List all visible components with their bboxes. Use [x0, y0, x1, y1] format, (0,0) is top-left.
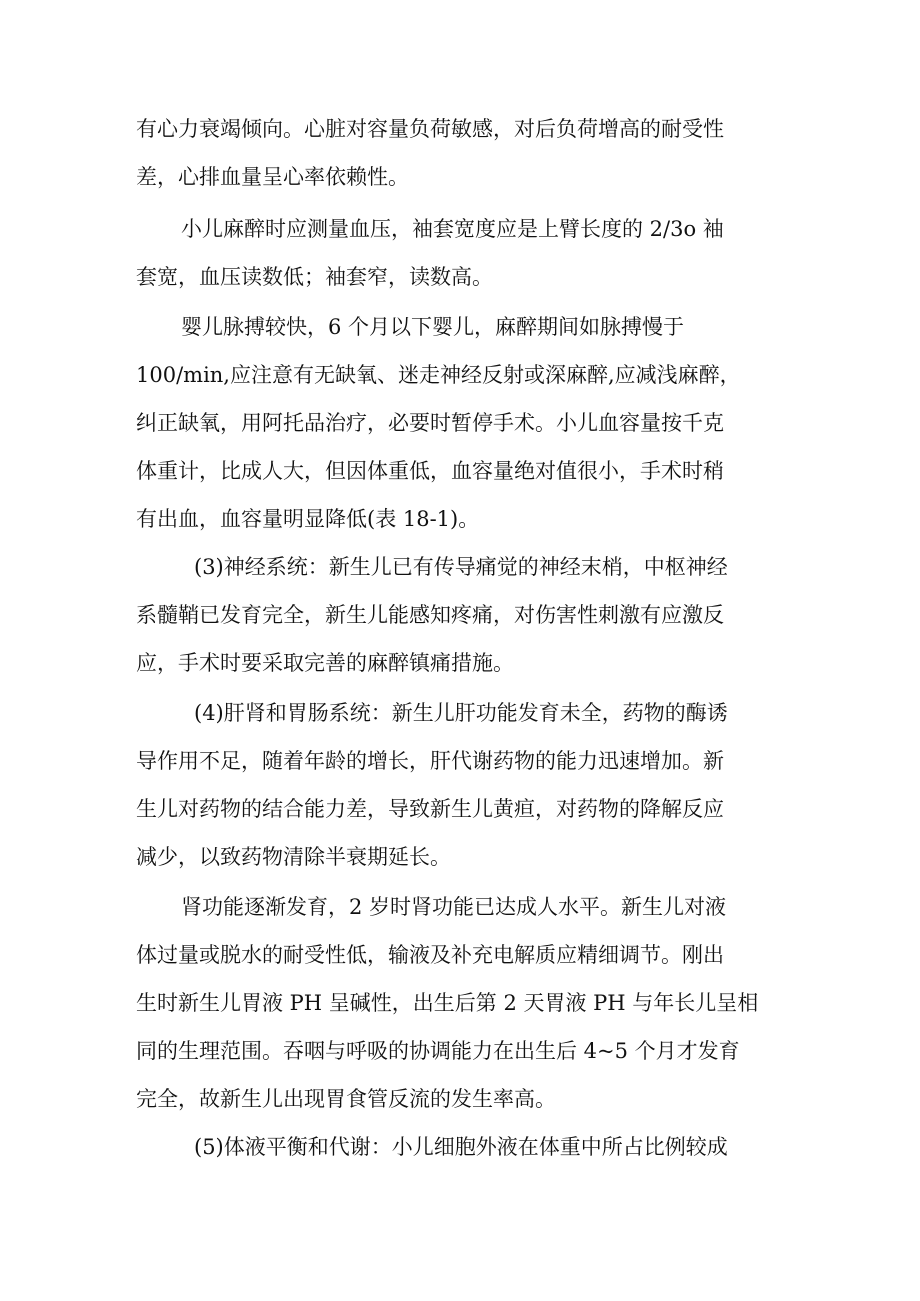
text-line: 系髓鞘已发育完全，新生儿能感知疼痛，对伤害性刺激有应激反	[136, 603, 724, 627]
text-line: 生时新生儿胃液 PH 呈碱性，出生后第 2 天胃液 PH 与年长儿呈相	[136, 991, 759, 1015]
text-line: (3)神经系统：新生儿已有传导痛觉的神经末梢，中枢神经	[194, 555, 728, 579]
text-line: 体重计，比成人大，但因体重低，血容量绝对值很小，手术时稍	[136, 459, 724, 483]
text-line: 小儿麻醉时应测量血压，袖套宽度应是上臂长度的 2/3o 袖	[181, 217, 724, 241]
text-line: (4)肝肾和胃肠系统：新生儿肝功能发育未全，药物的酶诱	[194, 701, 728, 725]
text-line: 完全，故新生儿出现胃食管反流的发生率高。	[136, 1087, 556, 1111]
text-line: 差，心排血量呈心率依赖性。	[136, 165, 409, 189]
text-line: (5)体液平衡和代谢：小儿细胞外液在体重中所占比例较成	[194, 1135, 728, 1159]
text-line: 生儿对药物的结合能力差，导致新生儿黄疸，对药物的降解反应	[136, 797, 724, 821]
text-line: 导作用不足，随着年龄的增长，肝代谢药物的能力迅速增加。新	[136, 749, 724, 773]
text-line: 肾功能逐渐发育，2 岁时肾功能已达成人水平。新生儿对液	[181, 895, 727, 919]
text-line: 有心力衰竭倾向。心脏对容量负荷敏感，对后负荷增高的耐受性	[136, 117, 724, 141]
text-line: 同的生理范围。吞咽与呼吸的协调能力在出生后 4~5 个月才发育	[136, 1039, 740, 1063]
text-line: 婴儿脉搏较快，6 个月以下婴儿，麻醉期间如脉搏慢于	[181, 315, 685, 339]
text-line: 体过量或脱水的耐受性低，输液及补充电解质应精细调节。刚出	[136, 943, 724, 967]
text-line: 纠正缺氧，用阿托品治疗，必要时暂停手术。小儿血容量按千克	[136, 411, 724, 435]
text-line: 减少，以致药物清除半衰期延长。	[136, 845, 451, 869]
text-line: 有出血，血容量明显降低(表 18-1)。	[136, 507, 480, 531]
text-line: 应，手术时要采取完善的麻醉镇痛措施。	[136, 651, 514, 675]
text-line: 套宽，血压读数低；袖套窄，读数高。	[136, 265, 493, 289]
text-line: 100/min,应注意有无缺氧、迷走神经反射或深麻醉,应减浅麻醉，	[136, 363, 741, 387]
